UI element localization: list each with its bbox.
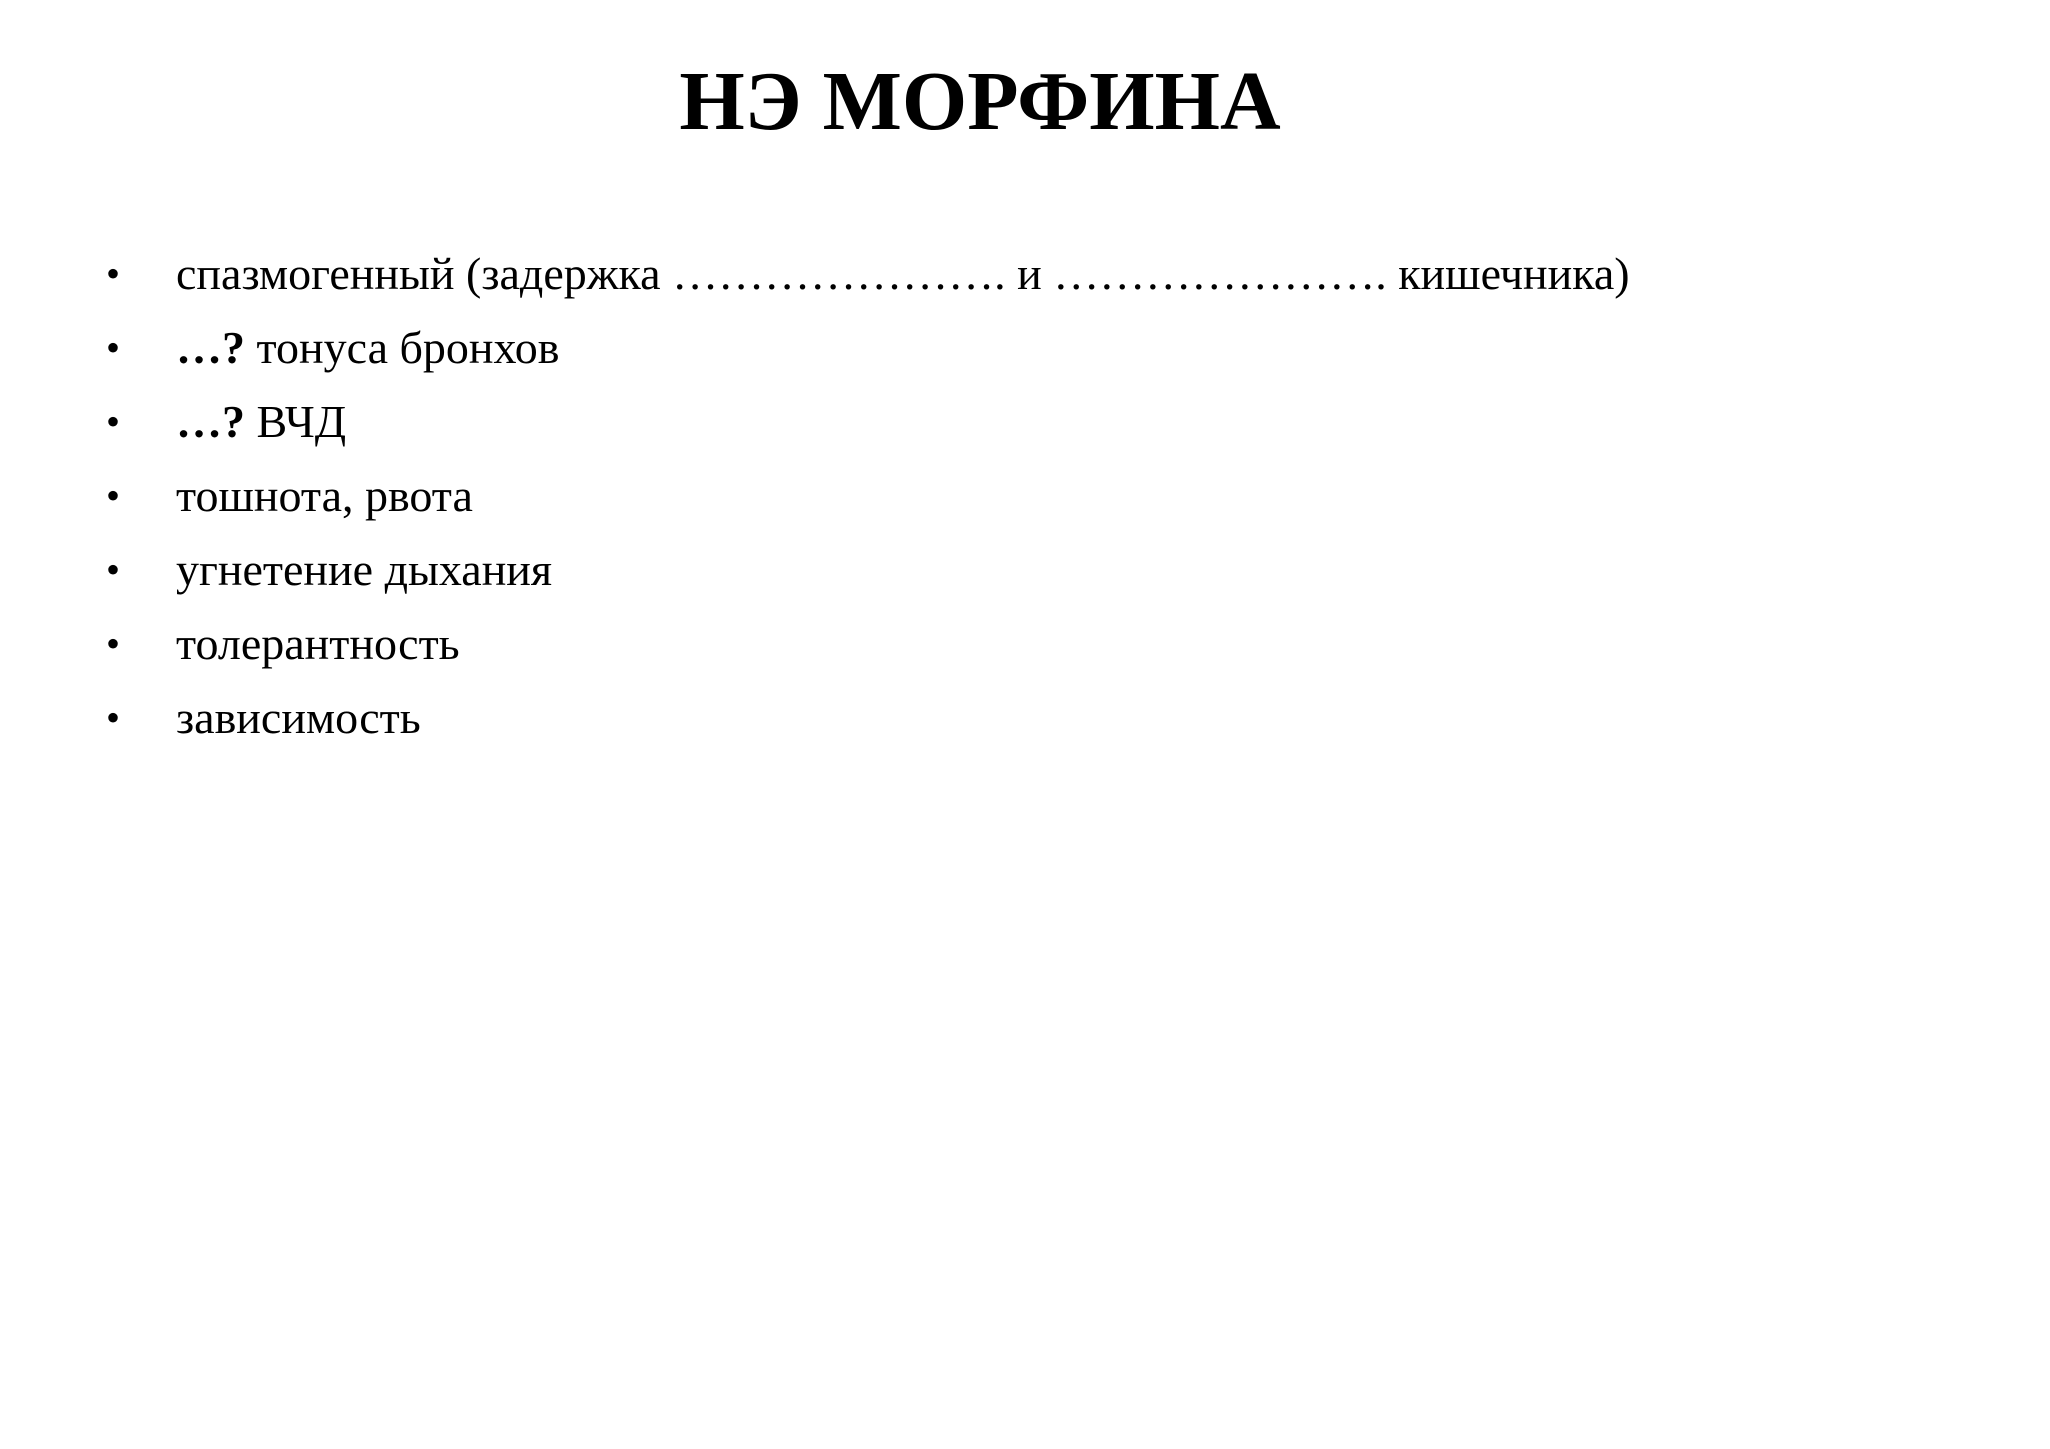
list-item [100,607,2000,681]
list-item-text [176,533,552,607]
list-item-text [176,237,1630,311]
list-item-prefix: …? [176,322,245,373]
list-item [100,311,2000,385]
bullet-icon: • [106,473,121,518]
list-item [100,681,2000,755]
slide-title: НЭ МОРФИНА [679,55,1281,148]
list-item-text [176,459,473,533]
list-item-label: тошнота, рвота [176,470,473,521]
bullet-icon: • [106,621,121,666]
list-item-label: тонуса бронхов [245,322,560,373]
list-item-text [176,607,460,681]
list-item [100,237,2000,311]
list-item [100,385,2000,459]
list-item-label: ВЧД [245,396,347,447]
list-item [100,459,2000,533]
list-item-label: толерантность [176,618,460,669]
list-item-prefix: …? [176,396,245,447]
bullet-icon: • [106,325,121,370]
list-item-text [176,385,346,459]
bullet-list [100,237,2000,755]
list-item-label: угнетение дыхания [176,544,553,595]
bullet-icon: • [106,399,121,444]
bullet-icon: • [106,547,121,592]
bullet-icon: • [106,251,121,296]
bullet-icon: • [106,695,121,740]
list-item-label: зависимость [176,692,421,743]
list-item-label: спазмогенный (задержка …………………. и …………………. кишечника) [176,248,1630,299]
list-item-text [176,681,421,755]
list-item [100,533,2000,607]
list-item-text [176,311,560,385]
